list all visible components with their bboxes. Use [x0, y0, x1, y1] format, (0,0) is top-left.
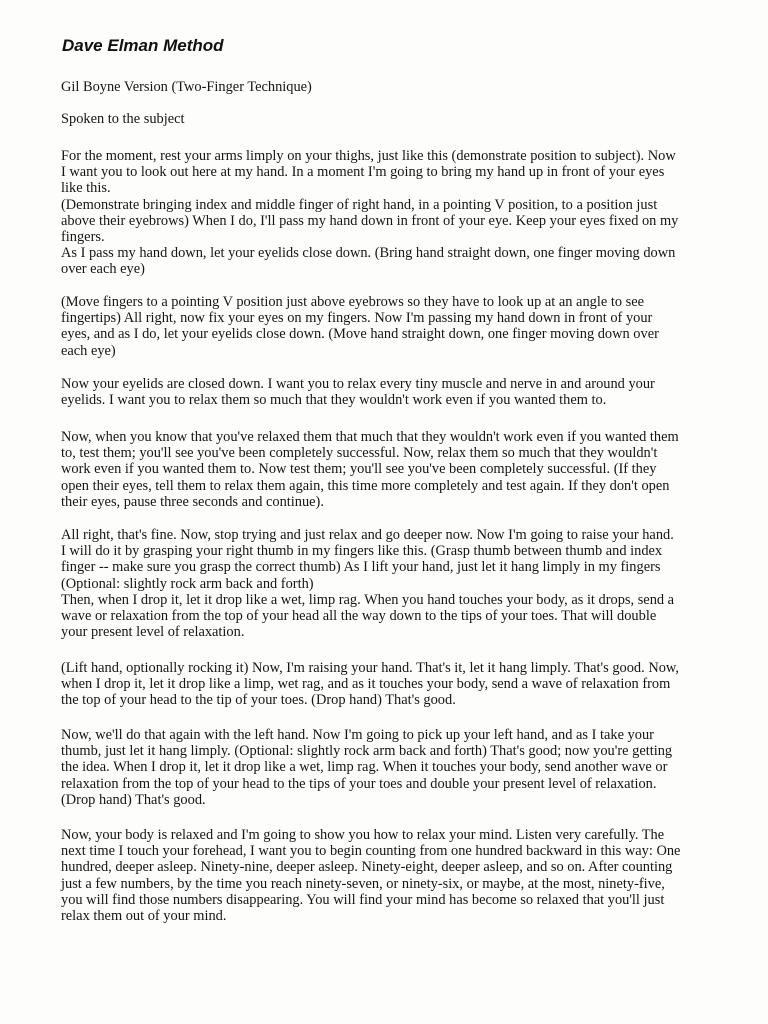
text-line: next time I touch your forehead, I want you to begin counting from one hundred backward in this way: One [61, 843, 681, 860]
text-line: you will find those numbers disappearing. You will find your mind has become so relaxed that you'll just [61, 891, 665, 908]
text-line: over each eye) [61, 261, 145, 278]
text-line: As I pass my hand down, let your eyelids close down. (Bring hand straight down, one finger moving down [61, 245, 676, 262]
text-line: your present level of relaxation. [61, 624, 245, 641]
text-line: All right, that's fine. Now, stop trying and just relax and go deeper now. Now I'm going to raise your hand. [61, 527, 674, 543]
text-line: Now, your body is relaxed and I'm going to show you how to relax your mind. Listen very carefully. The [61, 827, 665, 843]
paragraph-1 [61, 148, 717, 278]
text-line: like this. [61, 180, 111, 197]
text-line: hundred, deeper asleep. Ninety-nine, deeper asleep. Ninety-eight, deeper asleep, and so on. After counting [61, 859, 673, 876]
text-line: Now your eyelids are closed down. I want you to relax every tiny muscle and nerve in and around your [61, 376, 655, 392]
text-line: thumb, just let it hang limply. (Optional: slightly rock arm back and forth) That's good; now you're getting [61, 743, 673, 760]
document-subtitle: Gil Boyne Version (Two-Finger Technique) [61, 79, 312, 95]
paragraph-2 [61, 294, 717, 359]
text-line: eyes, and as I do, let your eyelids close down. (Move hand straight down, one finger moving down over [61, 326, 659, 343]
text-line: wave or relaxation from the top of your head all the way down to the tips of your toes. That will double [61, 608, 657, 625]
text-line: eyelids. I want you to relax them so much that they wouldn't work even if you wanted them to. [61, 392, 607, 409]
text-line: Now, when you know that you've relaxed them that much that they wouldn't work even if you wanted them [61, 429, 679, 445]
document-title: Dave Elman Method [62, 36, 224, 55]
text-line: relax them out of your mind. [61, 908, 227, 925]
text-line: above their eyebrows) When I do, I'll pass my hand down in front of your eye. Keep your eyes fixed on my [61, 212, 679, 229]
paragraph-6 [61, 660, 717, 709]
text-line: For the moment, rest your arms limply on your thighs, just like this (demonstrate position to subject). Now [61, 148, 676, 164]
text-line: I want you to look out here at my hand. In a moment I'm going to bring my hand up in front of your eyes [61, 164, 665, 181]
text-line: relaxation from the top of your head to the tips of your toes and double your present level of relaxation. [61, 775, 657, 792]
text-line: the idea. When I drop it, let it drop like a wet, limp rag. When it touches your body, send another wave or [61, 759, 668, 776]
text-line: open their eyes, tell them to relax them again, this time more completely and test again. If they don't open [61, 477, 670, 494]
text-line: Now, we'll do that again with the left hand. Now I'm going to pick up your left hand, and as I take your [61, 727, 654, 743]
text-line: when I drop it, let it drop like a limp, wet rag, and as it touches your body, send a wave of relaxation from [61, 676, 671, 693]
paragraph-3 [61, 376, 717, 408]
paragraph-4 [61, 429, 717, 510]
text-line: to, test them; you'll see you've been completely successful. Now, relax them so much that they wouldn't [61, 445, 658, 462]
text-line: finger -- make sure you grasp the correct thumb) As I lift your hand, just let it hang limply in my fingers [61, 559, 661, 576]
text-line: just a few numbers, by the time you reach ninety-seven, or ninety-six, or maybe, at the most, ninety-five, [61, 875, 665, 892]
text-line: (Lift hand, optionally rocking it) Now, I'm raising your hand. That's it, let it hang limply. That's good. Now, [61, 660, 679, 676]
paragraph-8 [61, 827, 717, 924]
text-line: work even if you wanted them to. Now test them; you'll see you've been completely successful. (If they [61, 461, 657, 478]
text-line: I will do it by grasping your right thumb in my fingers like this. (Grasp thumb between thumb and index [61, 543, 663, 560]
text-line: (Demonstrate bringing index and middle finger of right hand, in a pointing V position, to a position just [61, 196, 658, 213]
text-line: fingers. [61, 229, 105, 246]
text-line: the top of your head to the tip of your toes. (Drop hand) That's good. [61, 692, 456, 709]
paragraph-7 [61, 727, 717, 808]
text-line: (Drop hand) That's good. [61, 791, 206, 808]
text-line: their eyes, pause three seconds and continue). [61, 493, 324, 510]
text-line: (Move fingers to a pointing V position just above eyebrows so they have to look up at an angle to see [61, 294, 644, 310]
text-line: fingertips) All right, now fix your eyes on my fingers. Now I'm passing my hand down in front of your [61, 310, 653, 327]
text-line: (Optional: slightly rock arm back and forth) [61, 575, 314, 592]
text-line: Then, when I drop it, let it drop like a wet, limp rag. When you hand touches your body, as it drops, send a [61, 591, 675, 608]
document-note: Spoken to the subject [61, 111, 185, 127]
paragraph-5 [61, 527, 717, 640]
text-line: each eye) [61, 342, 116, 359]
